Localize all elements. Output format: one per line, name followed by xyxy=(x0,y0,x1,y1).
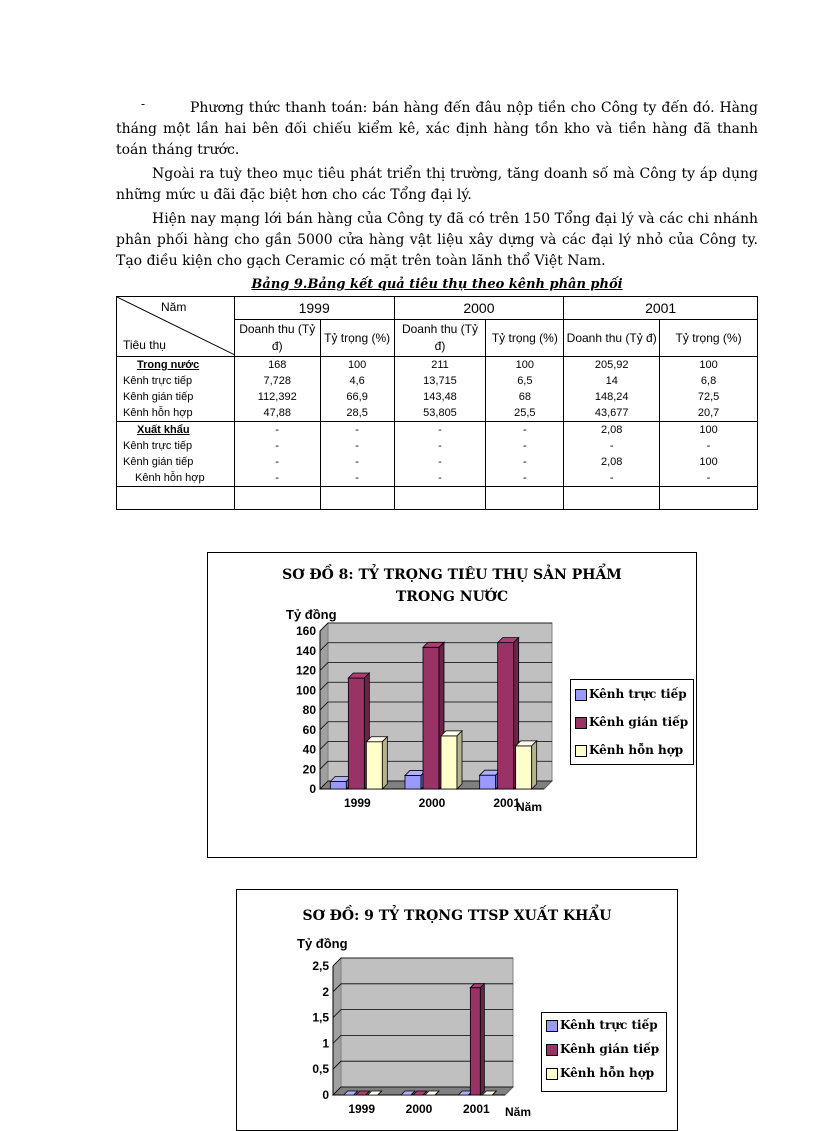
chart-legend xyxy=(541,1012,667,1092)
y-tick-label: 1 xyxy=(322,1036,329,1051)
corner-year-label: Năm xyxy=(161,300,187,314)
table-cell: - xyxy=(394,470,486,487)
bar xyxy=(516,746,532,789)
paragraph-payment: Phương thức thanh toán: bán hàng đến đâu nộp tiền cho Công ty đến đó. Hàng tháng một lần hai bên đối chiếu kiểm kê, xác định hàng tồn kho và tiền hàng đã thanh toán tháng trước. xyxy=(116,100,758,158)
bar xyxy=(405,775,421,789)
table-row xyxy=(117,422,758,439)
legend-item xyxy=(571,708,693,736)
table-row xyxy=(117,438,758,454)
table-cell: 6,5 xyxy=(486,373,564,389)
row-label: Kênh trực tiếp xyxy=(117,438,235,454)
legend-swatch-mixed xyxy=(546,1068,558,1080)
y-tick-label: 40 xyxy=(302,742,316,757)
y-tick-label: 0,5 xyxy=(312,1062,329,1077)
chart-domestic xyxy=(207,552,697,858)
legend-item xyxy=(542,1061,666,1085)
bar xyxy=(423,647,439,789)
y-tick-label: 120 xyxy=(295,663,316,678)
bar xyxy=(348,678,364,789)
table-cell: 43,677 xyxy=(564,405,660,422)
table-cell: 20,7 xyxy=(660,405,758,422)
table-cell: - xyxy=(394,422,486,439)
bar-side xyxy=(457,731,462,789)
table-cell: 4,6 xyxy=(320,373,394,389)
results-table xyxy=(116,296,758,510)
col-share: Tỷ trọng (%) xyxy=(320,320,394,357)
table-cell: - xyxy=(234,470,320,487)
legend-label: Kênh gián tiếp xyxy=(589,715,689,729)
bar xyxy=(470,988,480,1095)
x-axis-label: Năm xyxy=(505,1105,532,1119)
y-tick-label: 2 xyxy=(322,984,329,999)
table-cell: 211 xyxy=(394,357,486,374)
table-cell: - xyxy=(320,454,394,470)
bar-side xyxy=(480,984,484,1095)
table-cell: - xyxy=(320,422,394,439)
table-cell: - xyxy=(320,470,394,487)
table-cell: - xyxy=(564,438,660,454)
row-label: Kênh trực tiếp xyxy=(117,373,235,389)
bar xyxy=(480,775,496,789)
row-label: Kênh hỗn hợp xyxy=(117,405,235,422)
table-cell: 100 xyxy=(660,454,758,470)
bar-side xyxy=(382,737,387,789)
legend-label: Kênh hỗn hợp xyxy=(560,1066,655,1080)
legend-item xyxy=(542,1013,666,1037)
table-cell: 7,728 xyxy=(234,373,320,389)
chart-title: TRONG NƯỚC xyxy=(395,589,509,605)
table-row xyxy=(117,357,758,374)
x-tick-label: 1999 xyxy=(343,796,371,810)
table-cell: 13,715 xyxy=(394,373,486,389)
table-cell: 148,24 xyxy=(564,389,660,405)
legend-item xyxy=(571,680,693,708)
table-cell: 2,08 xyxy=(564,454,660,470)
col-revenue: Doanh thu (Tỷ đ) xyxy=(564,320,660,357)
y-tick-label: 2,5 xyxy=(312,959,329,973)
paragraph-incentives: Ngoài ra tuỳ theo mục tiêu phát triển thị trường, tăng doanh số mà Công ty áp dụng những mức u đãi đặc biệt hơn cho các Tổng đại lý. xyxy=(116,166,758,203)
legend-item xyxy=(571,736,693,764)
legend-label: Kênh gián tiếp xyxy=(560,1042,660,1056)
table-cell: 72,5 xyxy=(660,389,758,405)
table-cell xyxy=(320,487,394,510)
table-cell: - xyxy=(394,438,486,454)
table-cell: 205,92 xyxy=(564,357,660,374)
table-cell: 47,88 xyxy=(234,405,320,422)
table-cell: 100 xyxy=(660,422,758,439)
table-cell xyxy=(486,487,564,510)
table-row xyxy=(117,389,758,405)
table-cell: 68 xyxy=(486,389,564,405)
table-cell: - xyxy=(486,470,564,487)
table-cell: 112,392 xyxy=(234,389,320,405)
table-cell: 66,9 xyxy=(320,389,394,405)
table-cell: - xyxy=(486,422,564,439)
table-cell: - xyxy=(660,438,758,454)
table-cell: - xyxy=(320,438,394,454)
year-header-1999: 1999 xyxy=(234,297,394,320)
y-tick-label: 0 xyxy=(322,1088,329,1102)
row-label: Kênh gián tiếp xyxy=(117,454,235,470)
table-cell xyxy=(234,487,320,510)
x-axis-label: Năm xyxy=(516,800,543,814)
table-cell: 25,5 xyxy=(486,405,564,422)
y-tick-label: 0 xyxy=(309,782,316,796)
table-caption: Bảng 9.Bảng kết quả tiêu thụ theo kênh phân phối xyxy=(251,277,623,292)
table-cell: 100 xyxy=(486,357,564,374)
table-cell: 2,08 xyxy=(564,422,660,439)
table-row xyxy=(117,454,758,470)
y-tick-label: 100 xyxy=(295,683,316,698)
legend-swatch-direct xyxy=(546,1020,558,1032)
year-header-2001: 2001 xyxy=(564,297,758,320)
table-cell: 53,805 xyxy=(394,405,486,422)
x-tick-label: 2001 xyxy=(493,796,521,810)
row-label: Kênh hỗn hợp xyxy=(117,470,235,487)
chart-legend xyxy=(570,679,694,765)
table-cell: - xyxy=(234,438,320,454)
y-tick-label: 160 xyxy=(295,624,316,638)
corner-consumption-label: Tiêu thụ xyxy=(123,338,166,352)
y-tick-label: 140 xyxy=(295,643,316,658)
chart-title: SƠ ĐỒ: 9 TỶ TRỌNG TTSP XUẤT KHẨU xyxy=(302,908,612,924)
table-cell: 6,8 xyxy=(660,373,758,389)
x-tick-label: 2001 xyxy=(462,1102,490,1116)
table-cell xyxy=(660,487,758,510)
legend-label: Kênh trực tiếp xyxy=(589,687,687,701)
y-axis-label: Tỷ đồng xyxy=(297,936,348,951)
table-row xyxy=(117,373,758,389)
table-row-empty xyxy=(117,487,758,510)
y-tick-label: 20 xyxy=(302,762,316,777)
legend-swatch-mixed xyxy=(575,745,587,757)
x-tick-label: 2000 xyxy=(405,1102,433,1116)
table-cell: - xyxy=(564,470,660,487)
legend-swatch-direct xyxy=(575,689,587,701)
chart-plot xyxy=(237,890,677,1130)
row-label: Xuất khẩu xyxy=(117,422,235,439)
bullet-dash: - xyxy=(141,97,146,111)
corner-header-cell xyxy=(117,297,235,357)
table-cell: 100 xyxy=(320,357,394,374)
table-cell: - xyxy=(486,454,564,470)
table-cell xyxy=(117,487,235,510)
bar xyxy=(330,781,346,789)
table-cell: 168 xyxy=(234,357,320,374)
bar xyxy=(441,736,457,789)
table-cell: - xyxy=(660,470,758,487)
bar-side xyxy=(532,741,537,789)
year-header-2000: 2000 xyxy=(394,297,564,320)
plot-back-wall xyxy=(341,958,513,1087)
table-cell: - xyxy=(486,438,564,454)
legend-label: Kênh trực tiếp xyxy=(560,1018,658,1032)
bar xyxy=(366,742,382,789)
col-share: Tỷ trọng (%) xyxy=(660,320,758,357)
table-cell: - xyxy=(394,454,486,470)
table-row xyxy=(117,470,758,487)
col-revenue: Doanh thu (Tỷ đ) xyxy=(394,320,486,357)
table-cell: - xyxy=(234,422,320,439)
row-label: Kênh gián tiếp xyxy=(117,389,235,405)
table-row xyxy=(117,405,758,422)
y-axis-label: Tỷ đồng xyxy=(286,607,337,622)
col-share: Tỷ trọng (%) xyxy=(486,320,564,357)
legend-label: Kênh hỗn hợp xyxy=(589,743,684,757)
legend-item xyxy=(542,1037,666,1061)
plot-side-wall xyxy=(333,958,341,1095)
col-revenue: Doanh thu (Tỷ đ) xyxy=(234,320,320,357)
y-tick-label: 80 xyxy=(302,703,316,717)
table-cell: 143,48 xyxy=(394,389,486,405)
x-tick-label: 1999 xyxy=(348,1102,376,1116)
table-cell xyxy=(564,487,660,510)
legend-swatch-indirect xyxy=(546,1044,558,1056)
x-tick-label: 2000 xyxy=(418,796,446,810)
y-tick-label: 60 xyxy=(302,722,316,737)
bar xyxy=(498,643,514,789)
table-cell: 14 xyxy=(564,373,660,389)
chart-export xyxy=(236,889,678,1131)
table-cell xyxy=(394,487,486,510)
paragraph-network: Hiện nay mạng lới bán hàng của Công ty đã có trên 150 Tổng đại lý và các chi nhánh phân phối hàng cho gần 5000 cửa hàng vật liệu xây dựng và các đại lý nhỏ của Công ty. Tạo điều kiện cho gạch Ceramic có mặt trên toàn lãnh thổ Việt Nam. xyxy=(116,211,758,269)
row-label: Trong nước xyxy=(117,357,235,374)
table-cell: 28,5 xyxy=(320,405,394,422)
table-cell: - xyxy=(234,454,320,470)
chart-title: SƠ ĐỒ 8: TỶ TRỌNG TIÊU THỤ SẢN PHẨM xyxy=(282,567,622,583)
legend-swatch-indirect xyxy=(575,717,587,729)
y-tick-label: 1,5 xyxy=(312,1010,329,1025)
table-cell: 100 xyxy=(660,357,758,374)
